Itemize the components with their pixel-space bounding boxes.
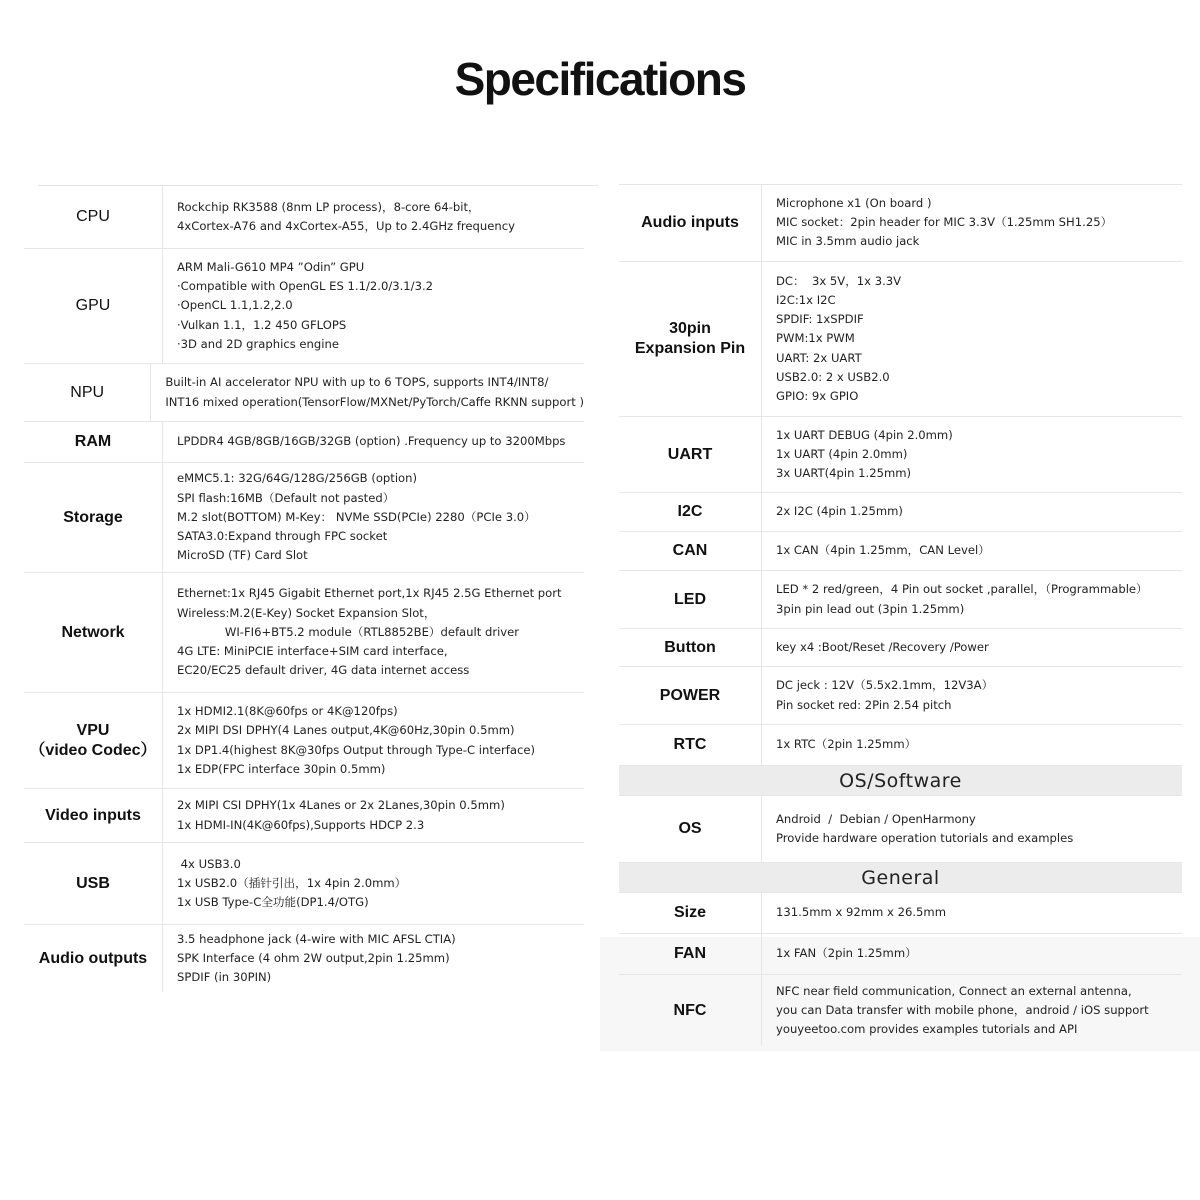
spec-value-line: Ethernet:1x RJ45 Gigabit Ethernet port,1x RJ45 2.5G Ethernet port [177,586,562,601]
section-header-os: OS/Software [619,766,1182,796]
spec-label: NFC [619,975,762,1046]
spec-value-line: 2x MIPI DSI DPHY(4 Lanes output,4K@60Hz,30pin 0.5mm) [177,723,515,738]
spec-value [163,463,584,572]
spec-value-line: Rockchip RK3588 (8nm LP process)，8-core 64-bit， [177,199,480,214]
spec-label: RTC [619,725,762,765]
spec-value-line: UART: 2x UART [776,350,862,365]
spec-row [619,975,1182,1046]
spec-row [619,725,1182,766]
spec-label: Video inputs [24,789,163,842]
spec-row [619,796,1182,863]
spec-label: Storage [24,463,163,572]
spec-value [762,796,1182,862]
spec-row [24,573,584,693]
spec-value-line: ARM Mali-G610 MP4 ”Odin” GPU [177,259,365,274]
spec-label: UART [619,417,762,492]
spec-label: RAM [24,422,163,462]
spec-value-line: ·Vulkan 1.1，1.2 450 GFLOPS [177,317,347,332]
spec-value-line: 4G LTE: MiniPCIE interface+SIM card interface, [177,644,448,659]
spec-row [619,571,1182,629]
spec-row [619,629,1182,667]
spec-row [619,262,1182,417]
spec-row [24,364,584,422]
page-title: Specifications [454,53,746,105]
spec-value-line: 4xCortex-A76 and 4xCortex-A55，Up to 2.4GHz frequency [177,219,515,233]
spec-value-line: Provide hardware operation tutorials and examples [776,831,1074,845]
spec-value-line: 3.5 headphone jack (4-wire with MIC AFSL CTIA) [177,931,456,946]
spec-value-line: key x4 :Boot/Reset /Recovery /Power [776,639,989,654]
spec-label: CAN [619,532,762,570]
spec-value-line: Pin socket red: 2Pin 2.54 pitch [776,697,952,712]
spec-label: 30pin Expansion Pin [619,262,762,416]
spec-value-line: 1x USB Type-C全功能(DP1.4/OTG) [177,895,369,910]
spec-value [163,789,584,842]
spec-label: Button [619,629,762,666]
spec-value [762,571,1182,628]
spec-value-line: 4x USB3.0 [177,856,241,871]
spec-value [762,667,1182,724]
spec-label: Audio outputs [24,925,163,992]
spec-label: USB [24,843,163,924]
spec-value-line: 1x DP1.4(highest 8K@30fps Output through Type-C interface) [177,742,535,757]
spec-value [163,573,584,692]
spec-value [762,262,1182,416]
spec-value-line: GPIO: 9x GPIO [776,389,859,403]
spec-row [619,893,1182,934]
spec-value-line: SPDIF: 1xSPDIF [776,312,864,327]
spec-label: CPU [24,186,163,248]
spec-value-line: ·OpenCL 1.1,1.2,2.0 [177,298,293,313]
spec-label: NPU [24,364,151,421]
spec-value-line: ·3D and 2D graphics engine [177,336,339,351]
spec-value-line: 3pin pin lead out (3pin 1.25mm) [776,601,965,616]
spec-value-line: MIC in 3.5mm audio jack [776,234,920,249]
spec-row [24,925,584,992]
spec-value-line: Wireless:M.2(E-Key) Socket Expansion Slot， [177,605,436,620]
spec-value-line: 1x USB2.0（插针引出，1x 4pin 2.0mm） [177,875,407,890]
spec-value-line: PWM:1x PWM [776,331,855,346]
spec-row [24,422,584,463]
spec-value-line: DC jeck : 12V（5.5x2.1mm，12V3A） [776,678,994,693]
spec-value-line: 1x RTC（2pin 1.25mm） [776,737,917,752]
section-header-general: General [619,863,1182,893]
spec-value-line: NFC near field communication, Connect an external antenna, [776,983,1132,998]
spec-row [619,934,1182,975]
spec-row [24,463,584,573]
spec-value [762,975,1182,1046]
spec-value-line: 1x FAN（2pin 1.25mm） [776,946,917,961]
spec-value-line: Built-in AI accelerator NPU with up to 6 TOPS, supports INT4/INT8/ [165,375,549,390]
spec-table-right [619,184,1182,1046]
spec-label: POWER [619,667,762,724]
spec-value-line: Android / Debian / OpenHarmony [776,811,976,826]
spec-value [762,725,1182,765]
spec-value-line: DC： 3x 5V，1x 3.3V [776,273,902,288]
spec-value-line: LPDDR4 4GB/8GB/16GB/32GB (option) .Frequency up to 3200Mbps [177,434,566,449]
spec-value-line: 1x HDMI-IN(4K@60fps),Supports HDCP 2.3 [177,817,425,832]
spec-value [163,925,584,992]
spec-label: FAN [619,934,762,974]
spec-value-line: 1x UART DEBUG (4pin 2.0mm) [776,427,953,442]
spec-value [163,693,584,788]
spec-row [24,186,584,249]
spec-value-line: INT16 mixed operation(TensorFlow/MXNet/PyTorch/Caffe RKNN support ) [165,394,584,409]
spec-value [762,629,1182,666]
spec-value-line: ·Compatible with OpenGL ES 1.1/2.0/3.1/3.2 [177,279,434,294]
spec-value [762,184,1182,261]
spec-row [619,417,1182,493]
spec-value-line: 1x HDMI2.1(8K@60fps or 4K@120fps) [177,704,398,719]
spec-table-left [24,186,584,992]
spec-value [762,493,1182,531]
spec-value-line: MicroSD (TF) Card Slot [177,548,308,563]
spec-row [619,532,1182,571]
spec-value-line: you can Data transfer with mobile phone，android / iOS support [776,1002,1149,1017]
spec-row [24,249,584,364]
spec-value [151,364,584,421]
spec-value-line: Microphone x1 (On board ) [776,195,932,210]
spec-value-line: SPK Interface (4 ohm 2W output,2pin 1.25mm) [177,950,450,965]
spec-label: Network [24,573,163,692]
spec-value-line: 1x EDP(FPC interface 30pin 0.5mm) [177,761,386,776]
spec-value-line: SPI flash:16MB（Default not pasted） [177,490,395,505]
spec-value-line: I2C:1x I2C [776,292,836,307]
spec-value-line: M.2 slot(BOTTOM) M-Key： NVMe SSD(PCIe) 2280（PCIe 3.0） [177,509,536,524]
spec-row [24,843,584,925]
spec-label: GPU [24,249,163,363]
spec-row [24,789,584,843]
spec-value-line: USB2.0: 2 x USB2.0 [776,369,890,384]
spec-label: VPU （video Codec） [24,693,163,788]
spec-value [163,843,584,924]
spec-value-line: youyeetoo.com provides examples tutorials and API [776,1022,1078,1037]
spec-value-line: 2x I2C (4pin 1.25mm) [776,504,903,519]
spec-label: Audio inputs [619,184,762,261]
spec-value-line: MIC socket：2pin header for MIC 3.3V（1.25mm SH1.25） [776,214,1113,229]
spec-value [762,893,1182,933]
spec-value [163,249,584,363]
spec-row [619,184,1182,262]
spec-value-line: eMMC5.1: 32G/64G/128G/256GB (option) [177,471,418,486]
spec-value-line: EC20/EC25 default driver, 4G data internet access [177,663,470,678]
spec-value-line: 131.5mm x 92mm x 26.5mm [776,905,946,920]
spec-value-line: 1x UART (4pin 2.0mm) [776,446,908,461]
spec-value-line: WI-FI6+BT5.2 module（RTL8852BE）default driver [177,624,520,639]
spec-value [762,934,1182,974]
spec-row [619,493,1182,532]
spec-value-line: 1x CAN（4pin 1.25mm，CAN Level） [776,543,990,558]
spec-value-line: 3x UART(4pin 1.25mm) [776,466,912,481]
spec-row [619,667,1182,725]
spec-value-line: 2x MIPI CSI DPHY(1x 4Lanes or 2x 2Lanes,30pin 0.5mm) [177,798,505,813]
spec-label: I2C [619,493,762,531]
spec-value [762,417,1182,492]
spec-value-line: LED * 2 red/green，4 Pin out socket ,parallel，（Programmable） [776,582,1148,597]
spec-value [163,422,584,462]
spec-row [24,693,584,789]
spec-value [762,532,1182,570]
spec-value [163,186,584,248]
spec-label: OS [619,796,762,862]
spec-value-line: SATA3.0:Expand through FPC socket [177,529,388,544]
spec-label: Size [619,893,762,933]
spec-label: LED [619,571,762,628]
spec-value-line: SPDIF (in 30PIN) [177,970,272,985]
